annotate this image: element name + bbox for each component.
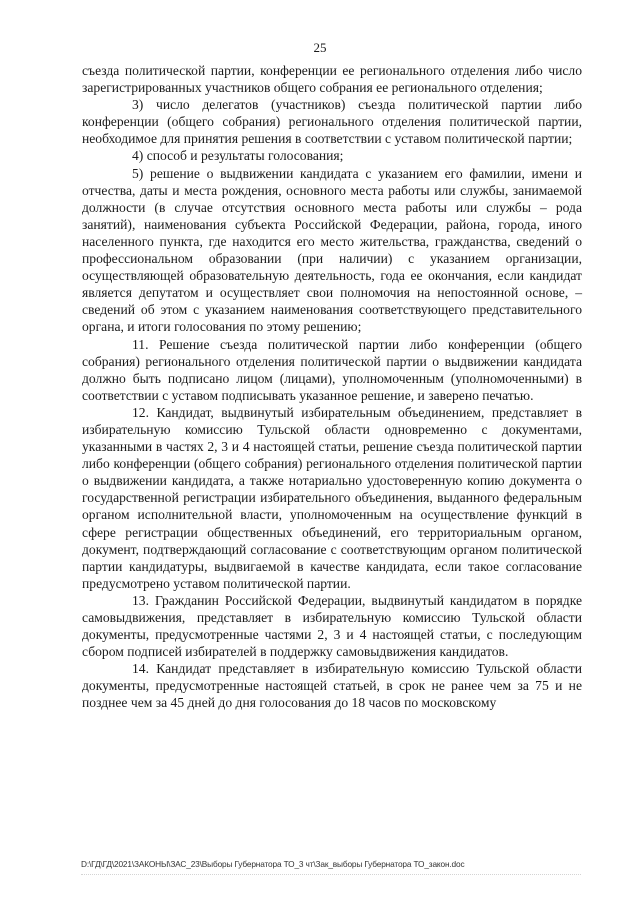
paragraph-item-5: 5) решение о выдвижении кандидата с указанием его фамилии, имени и отчества, даты и места рождения, основного места работы или службы, занимаемой должности (в случае отсутствия основного места работы или службы – рода занятий), наименования субъекта Российской Федерации, района, города, иного населенного пункта, где находится его место жительства, гражданства, сведений о профессиональном образовании (при наличии) с указанием организации, осуществляющей образовательную деятельность, года ее окончания, если кандидат является депутатом и осуществляет свои полномочия на непостоянной основе, – сведений об этом с указанием наименования соответствующего представительного органа, и итоги голосования по этому решению; xyxy=(82,165,582,335)
footer-rule xyxy=(81,874,581,875)
paragraph-part-12: 12. Кандидат, выдвинутый избирательным объединением, представляет в избирательную комиссию Тульской области одновременно с документами, указанными в частях 2, 3 и 4 настоящей статьи, решение съезда политической партии либо конференции (общего собрания) регионального отделения политической партии о выдвижении кандидата, а также нотариально удостоверенную копию документа о государственной регистрации избирательного объединения, выданного федеральным органом исполнительной власти, уполномоченным на осуществление функций в сфере регистрации общественных объединений, его территориальным органом, документ, подтверждающий согласование с соответствующим органом политической партии кандидатуры, выдвигаемой в качестве кандидата, если такое согласование предусмотрено уставом политической партии. xyxy=(82,404,582,591)
document-body xyxy=(82,62,582,712)
paragraph-item-3: 3) число делегатов (участников) съезда политической партии либо конференции (общего собрания) регионального отделения политической партии, необходимое для принятия решения в соответствии с уставом политической партии; xyxy=(82,97,582,147)
paragraph-item-4: 4) способ и результаты голосования; xyxy=(132,148,344,164)
paragraph-part-14: 14. Кандидат представляет в избирательную комиссию Тульской области документы, предусмотренные настоящей статьей, в срок не ранее чем за 75 и не позднее чем за 45 дней до дня голосования до 18 часов по московскому xyxy=(82,661,582,711)
paragraph-continuation: съезда политической партии, конференции ее регионального отделения либо число зарегистрированных участников общего собрания ее регионального отделения; xyxy=(82,63,582,96)
paragraph-part-13: 13. Гражданин Российской Федерации, выдвинутый кандидатом в порядке самовыдвижения, представляет в избирательную комиссию Тульской области документы, предусмотренные частями 2, 3 и 4 настоящей статьи, с последующим сбором подписей избирателей в поддержку самовыдвижения кандидатов. xyxy=(82,592,582,660)
page-number: 25 xyxy=(313,40,327,55)
paragraph-part-11: 11. Решение съезда политической партии либо конференции (общего собрания) регионального отделения политической партии о выдвижении кандидата должно быть подписано лицом (лицами), уполномоченным (уполномоченными) в соответствии с уставом подписывать указанное решение, и заверено печатью. xyxy=(82,336,582,403)
footer-file-path: D:\ГД\ГД\2021\ЗАКОНЫ\ЗАС_23\Выборы Губернатора ТО_3 чт\Зак_выборы Губернатора ТО_закон.doc xyxy=(81,859,465,869)
